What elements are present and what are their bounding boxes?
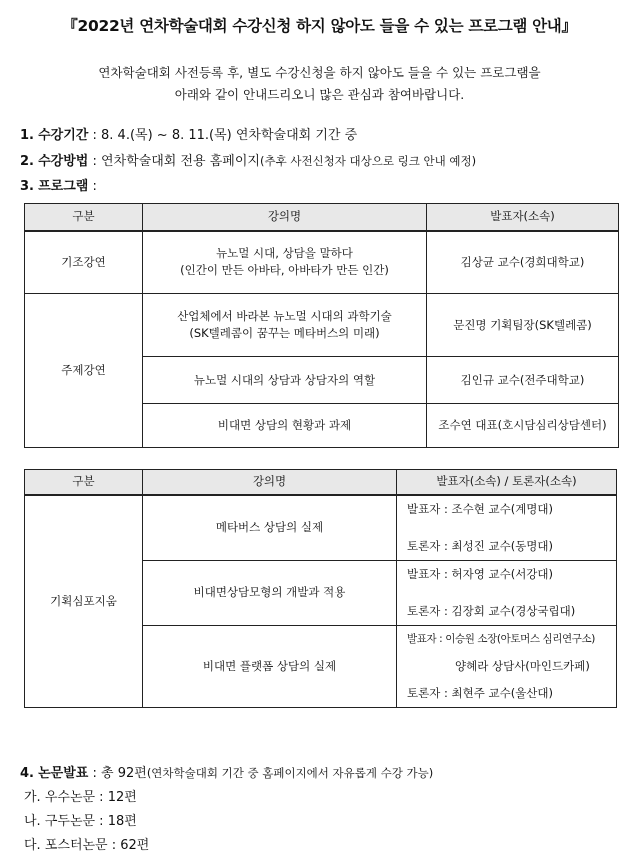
people-cell <box>397 560 617 625</box>
discussant: 토론자 : 김장회 교수(경상국립대) <box>407 603 576 618</box>
header-lecture: 강의명 <box>143 470 397 495</box>
lecture-cell: 비대면상담모형의 개발과 적용 <box>143 560 397 625</box>
speaker-cell: 김인규 교수(전주대학교) <box>427 357 619 404</box>
lecture-title: 뉴노멀 시대, 상담을 말하다 <box>216 246 353 261</box>
item-label: 수강기간 <box>38 128 89 143</box>
item-text: 총 92편 <box>101 766 147 781</box>
lecture-subtitle: (인간이 만든 아바타, 아바타가 만든 인간) <box>180 263 389 278</box>
people-cell <box>397 625 617 707</box>
papers-poster: 다. 포스터논문 : 62편 <box>24 838 150 853</box>
category-cell: 기획심포지움 <box>25 495 143 708</box>
item-note: (연차학술대회 기간 중 홈페이지에서 자유롭게 수강 가능) <box>146 766 434 780</box>
category-cell: 주제강연 <box>25 294 143 448</box>
lecture-cell: 메타버스 상담의 실제 <box>143 495 397 561</box>
speaker-cell: 조수연 대표(호시담심리상담센터) <box>427 404 619 448</box>
presenter: 발표자 : 허자영 교수(서강대) <box>407 566 554 581</box>
header-category: 구분 <box>25 204 143 231</box>
speaker-cell: 김상균 교수(경희대학교) <box>427 231 619 294</box>
header-speaker: 발표자(소속) <box>427 204 619 231</box>
item-number: 1. <box>20 128 34 143</box>
item-separator: : <box>88 766 102 781</box>
presenter: 양혜라 상담사(마인드카페) <box>455 658 590 673</box>
lecture-cell: 비대면 상담의 현황과 과제 <box>143 404 427 448</box>
table-row <box>25 495 617 561</box>
lecture-cell: 비대면 플랫폼 상담의 실제 <box>143 625 397 707</box>
item-separator: : <box>88 154 102 169</box>
item-number: 2. <box>20 154 34 169</box>
papers-excellent: 가. 우수논문 : 12편 <box>24 790 137 805</box>
table-header-row <box>25 204 619 231</box>
discussant: 토론자 : 최현주 교수(울산대) <box>407 685 554 700</box>
discussant: 토론자 : 최성진 교수(동명대) <box>407 538 554 553</box>
lecture-cell <box>143 294 427 357</box>
intro-line-2: 아래와 같이 안내드리오니 많은 관심과 참여바랍니다. <box>174 87 465 102</box>
category-cell: 기조강연 <box>25 231 143 294</box>
intro-line-1: 연차학술대회 사전등록 후, 별도 수강신청을 하지 않아도 들을 수 있는 프로그램을 <box>98 65 541 80</box>
presenter: 발표자 : 조수현 교수(계명대) <box>407 501 554 516</box>
item-period <box>20 124 357 143</box>
item-label: 수강방법 <box>38 154 89 169</box>
item-text: 8. 4.(목) ~ 8. 11.(목) 연차학술대회 기간 중 <box>101 128 358 143</box>
header-category: 구분 <box>25 470 143 495</box>
lecture-cell: 뉴노멀 시대의 상담과 상담자의 역할 <box>143 357 427 404</box>
item-number: 3. <box>20 179 34 194</box>
papers-oral: 나. 구두논문 : 18편 <box>24 814 137 829</box>
speaker-cell: 문진명 기획팀장(SK텔레콤) <box>427 294 619 357</box>
lecture-subtitle: (SK텔레콤이 꿈꾸는 메타버스의 미래) <box>189 326 380 340</box>
item-program <box>20 175 97 194</box>
item-label: 프로그램 <box>38 179 89 194</box>
item-note: (추후 사전신청자 대상으로 링크 안내 예정) <box>259 154 477 168</box>
intro-text <box>0 62 639 106</box>
item-number: 4. <box>20 766 34 781</box>
lecture-cell <box>143 231 427 294</box>
program-table-symposium <box>24 469 617 708</box>
item-separator: : <box>88 179 97 194</box>
item-separator: : <box>88 128 102 143</box>
presenter: 발표자 : 이승원 소장(아토머스 심리연구소) <box>407 632 595 645</box>
page-title: 『2022년 연차학술대회 수강신청 하지 않아도 들을 수 있는 프로그램 안내』 <box>62 17 577 35</box>
item-method <box>20 150 476 169</box>
table-row <box>25 294 619 357</box>
table-header-row <box>25 470 617 495</box>
header-people: 발표자(소속) / 토론자(소속) <box>397 470 617 495</box>
lecture-title: 산업체에서 바라본 뉴노멀 시대의 과학기술 <box>177 309 392 323</box>
item-papers <box>20 762 433 781</box>
header-lecture: 강의명 <box>143 204 427 231</box>
table-row <box>25 231 619 294</box>
program-table-lectures <box>24 203 619 448</box>
item-label: 논문발표 <box>38 766 89 781</box>
people-cell <box>397 495 617 561</box>
item-text: 연차학술대회 전용 홈페이지 <box>101 154 260 169</box>
